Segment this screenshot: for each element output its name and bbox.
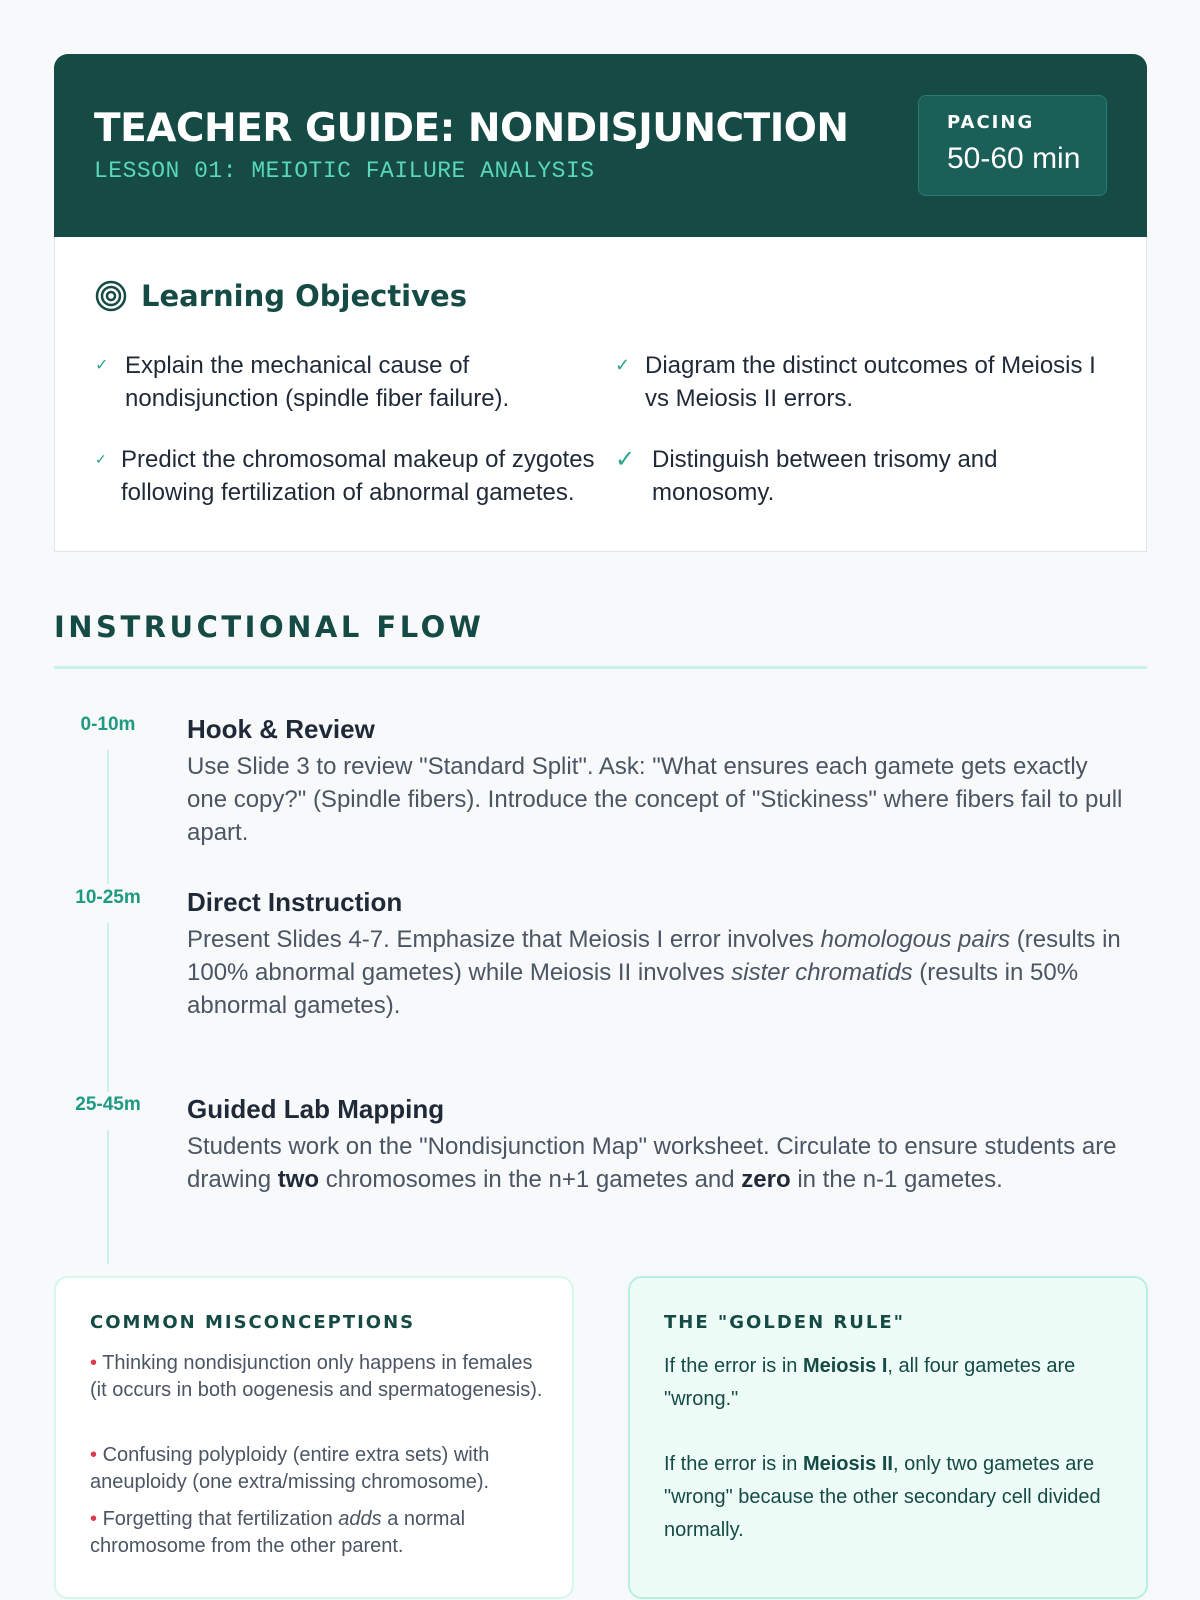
pacing-value: 50-60 min	[947, 142, 1081, 175]
target-icon	[95, 280, 127, 312]
step-heading: Guided Lab Mapping	[187, 1094, 445, 1124]
step-heading: Hook & Review	[187, 714, 375, 744]
page-title: TEACHER GUIDE: NONDISJUNCTION	[94, 106, 849, 151]
text-run: If the error is in	[664, 1453, 803, 1475]
text-run: (results in 100% abnormal gametes) while Meiosis II involves	[187, 926, 1121, 986]
flow-step	[54, 1094, 1147, 1264]
golden-rule-paragraph	[664, 1350, 1124, 1416]
flow-step	[54, 714, 1147, 884]
text-run: Students work on the "Nondisjunction Map" worksheet. Circulate to ensure students are drawing	[187, 1133, 1117, 1193]
emphasis-text: adds	[338, 1508, 382, 1530]
objectives-heading-text: Learning Objectives	[141, 279, 467, 313]
objective-text: Distinguish between trisomy and monosomy.	[652, 446, 998, 506]
misconception-text	[90, 1352, 542, 1401]
step-body	[187, 750, 1127, 849]
bullet-icon: •	[90, 1508, 98, 1530]
flow-step	[54, 887, 1147, 1092]
pacing-label: PACING	[947, 112, 1035, 133]
emphasis-text: homologous pairs	[820, 926, 1011, 953]
timeline-line	[107, 923, 109, 1092]
bold-text: two	[277, 1166, 320, 1193]
objective-text: Predict the chromosomal makeup of zygotes following fertilization of abnormal gametes.	[121, 446, 595, 506]
bullet-icon: •	[90, 1352, 98, 1374]
text-run: If the error is in	[664, 1355, 803, 1377]
step-body	[187, 1130, 1127, 1196]
text-run: , all four gametes are "wrong."	[664, 1355, 1076, 1410]
golden-rule-title: THE "GOLDEN RULE"	[664, 1312, 906, 1333]
step-heading: Direct Instruction	[187, 887, 403, 917]
check-icon: ✓	[95, 451, 107, 467]
golden-rule-card	[628, 1276, 1148, 1599]
timeline-line	[107, 1130, 109, 1264]
step-time: 25-45m	[75, 1094, 141, 1115]
objective-text: Explain the mechanical cause of nondisjunction (spindle fiber failure).	[125, 352, 510, 412]
objective-item	[95, 349, 575, 415]
text-run: Use Slide 3 to review "Standard Split". Ask: "What ensures each gamete gets exactly one copy?" (Spindle fibers). Introduce the concept of "Stickiness" where fibers fail to pull apart.	[187, 753, 1123, 846]
step-time: 10-25m	[75, 887, 141, 908]
objective-item	[615, 349, 1115, 415]
misconception-item	[90, 1506, 550, 1560]
step-body	[187, 923, 1127, 1022]
emphasis-text: sister chromatids	[731, 959, 913, 986]
instructional-flow-title: INSTRUCTIONAL FLOW	[54, 610, 485, 644]
misconceptions-card	[54, 1276, 574, 1599]
text-run: Forgetting that fertilization	[102, 1508, 339, 1530]
text-run: , only two gametes are "wrong" because the other secondary cell divided normally.	[664, 1453, 1101, 1541]
golden-rule-paragraph	[664, 1448, 1124, 1547]
check-icon: ✓	[95, 357, 109, 374]
bold-text: Meiosis II	[802, 1453, 893, 1475]
timeline-line	[107, 750, 109, 884]
text-run: Present Slides 4-7. Emphasize that Meiosis I error involves	[187, 926, 821, 953]
objective-text: Diagram the distinct outcomes of Meiosis I vs Meiosis II errors.	[645, 352, 1096, 412]
text-run: chromosomes in the n+1 gametes and	[319, 1166, 742, 1193]
misconception-text	[90, 1508, 465, 1557]
lesson-subtitle: LESSON 01: MEIOTIC FAILURE ANALYSIS	[94, 158, 595, 184]
check-icon: ✓	[615, 446, 636, 473]
check-icon: ✓	[615, 355, 631, 375]
text-run: in the n-1 gametes.	[790, 1166, 1003, 1193]
misconception-text	[90, 1444, 489, 1493]
misconceptions-title: COMMON MISCONCEPTIONS	[90, 1312, 416, 1333]
text-run: Thinking nondisjunction only happens in females (it occurs in both oogenesis and spermatogenesis).	[90, 1352, 543, 1401]
bullet-icon: •	[90, 1444, 98, 1466]
misconception-item	[90, 1350, 550, 1404]
text-run: a normal chromosome from the other parent.	[90, 1508, 466, 1557]
objective-item	[615, 443, 1115, 509]
section-divider	[54, 666, 1147, 669]
objectives-heading	[95, 279, 467, 313]
objective-item	[95, 443, 595, 509]
bold-text: Meiosis I	[802, 1355, 888, 1377]
learning-objectives-panel	[54, 237, 1147, 552]
bold-text: zero	[741, 1166, 791, 1193]
text-run: Confusing polyploidy (entire extra sets) with aneuploidy (one extra/missing chromosome).	[90, 1444, 490, 1493]
step-time: 0-10m	[80, 714, 136, 735]
misconception-item	[90, 1442, 550, 1496]
pacing-badge	[918, 95, 1107, 196]
guide-header	[54, 54, 1147, 237]
text-run: (results in 50% abnormal gametes).	[187, 959, 1079, 1019]
